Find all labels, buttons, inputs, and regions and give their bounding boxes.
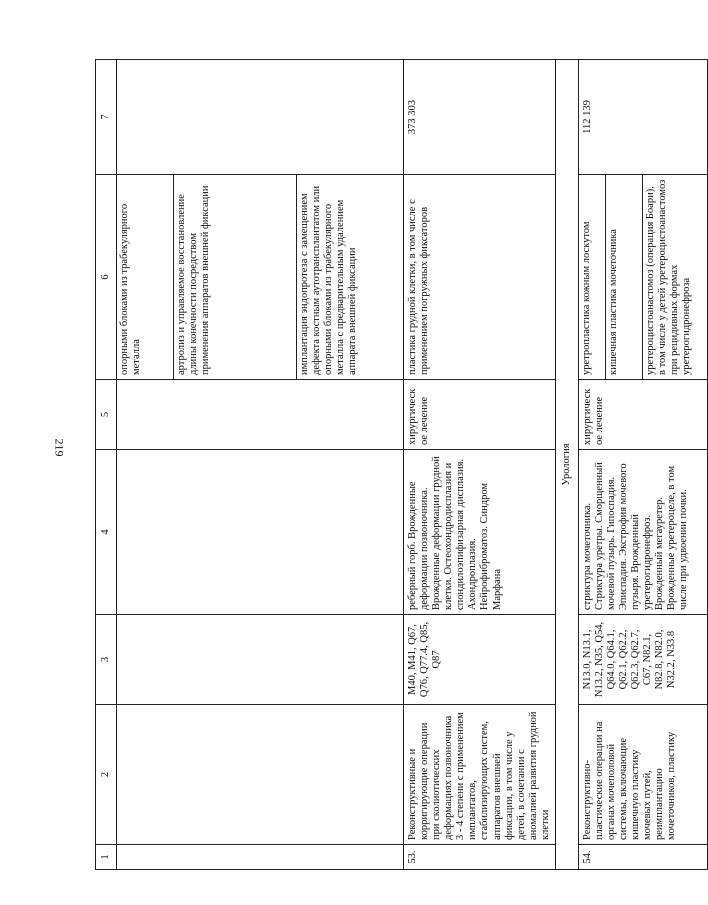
table-row-54	[578, 60, 605, 870]
page-number: 219	[52, 438, 67, 457]
treatment-type: хирургическое лечение	[404, 380, 556, 450]
row-number: 53.	[404, 845, 556, 870]
treatment-type: хирургическое лечение	[578, 380, 707, 450]
medical-services-table	[95, 59, 708, 870]
method-cell: имплантация эндопротеза с замещением дефекта костным аутотрансплантатом или опорными блоками из трабекулярного металла с предварительным удалением аппарата внешней фиксации	[297, 175, 404, 380]
diagnosis: реберный горб. Врожденные деформации позвоночника. Врожденные деформации грудной клетки. Остеохондродисплазия и спондилоэпифизарная дисплазия. Ахондроплазия. Нейрофиброматоз. Синдром Марфана	[404, 450, 556, 615]
cost: 112 139	[578, 60, 707, 175]
header-col-1: 1	[96, 845, 117, 870]
icd-codes: N13.0, N13.1, N13.2, N35, Q54, Q64.0, Q64.1, Q62.1, Q62.2, Q62.3, Q62.7, C67, N82.1, N82.8, N82.0, N32.2, N33.8	[578, 615, 707, 705]
section-row	[555, 60, 578, 870]
header-col-5: 5	[96, 380, 117, 450]
service-name: Реконструктивно-пластические операции на органах мочеполовой системы, включающие кишечную пластику мочевых путей, реимплантацию мочеточников, пластику	[578, 705, 707, 845]
continuation-row-1	[117, 60, 174, 870]
method-cell: кишечная пластика мочеточника	[605, 175, 642, 380]
table-row-53	[404, 60, 556, 870]
cost: 373 303	[404, 60, 556, 175]
method-cell: опорными блоками из трабекулярного металла	[117, 175, 174, 380]
header-col-7: 7	[96, 60, 117, 175]
header-col-6: 6	[96, 175, 117, 380]
treatment-method: пластика грудной клетки, в том числе с применением погружных фиксаторов	[404, 175, 556, 380]
diagnosis: стриктура мочеточника. Стриктура уретры. Сморщенный мочевой пузырь. Гипоспадия. Эписпадия. Экстрофия мочевого пузыря. Врожденный уретерогидронефроз. Врожденный мегауретер. Врожденные уретероцеле, в том числе при удвоении почки.	[578, 450, 707, 615]
header-col-3: 3	[96, 615, 117, 705]
row-number: 54.	[578, 845, 707, 870]
method-cell: уретропластика кожным лоскутом	[578, 175, 605, 380]
header-col-4: 4	[96, 450, 117, 615]
service-name: Реконструктивные и корригирующие операции при сколиотических деформациях позвоночника 3 - 4 степени с применением имплантатов, стабилизирующих систем, аппаратов внешней фиксации, в том числе у детей, в сочетании с аномалией развития грудной клетки	[404, 705, 556, 845]
method-cell: уретероцистоанастомоз (операция Боари), в том числе у детей уретероцистоанастомоз при рецидивных формах уретерогидронефроза	[642, 175, 707, 380]
header-col-2: 2	[96, 705, 117, 845]
icd-codes: M40, M41, Q67, Q76, Q77.4, Q85, Q87	[404, 615, 556, 705]
document-table-rotated	[95, 60, 693, 870]
method-cell: артролиз и управляемое восстановление длины конечности посредством применения аппаратов внешней фиксации	[174, 175, 297, 380]
header-row	[96, 60, 117, 870]
section-title: Урология	[555, 60, 578, 870]
